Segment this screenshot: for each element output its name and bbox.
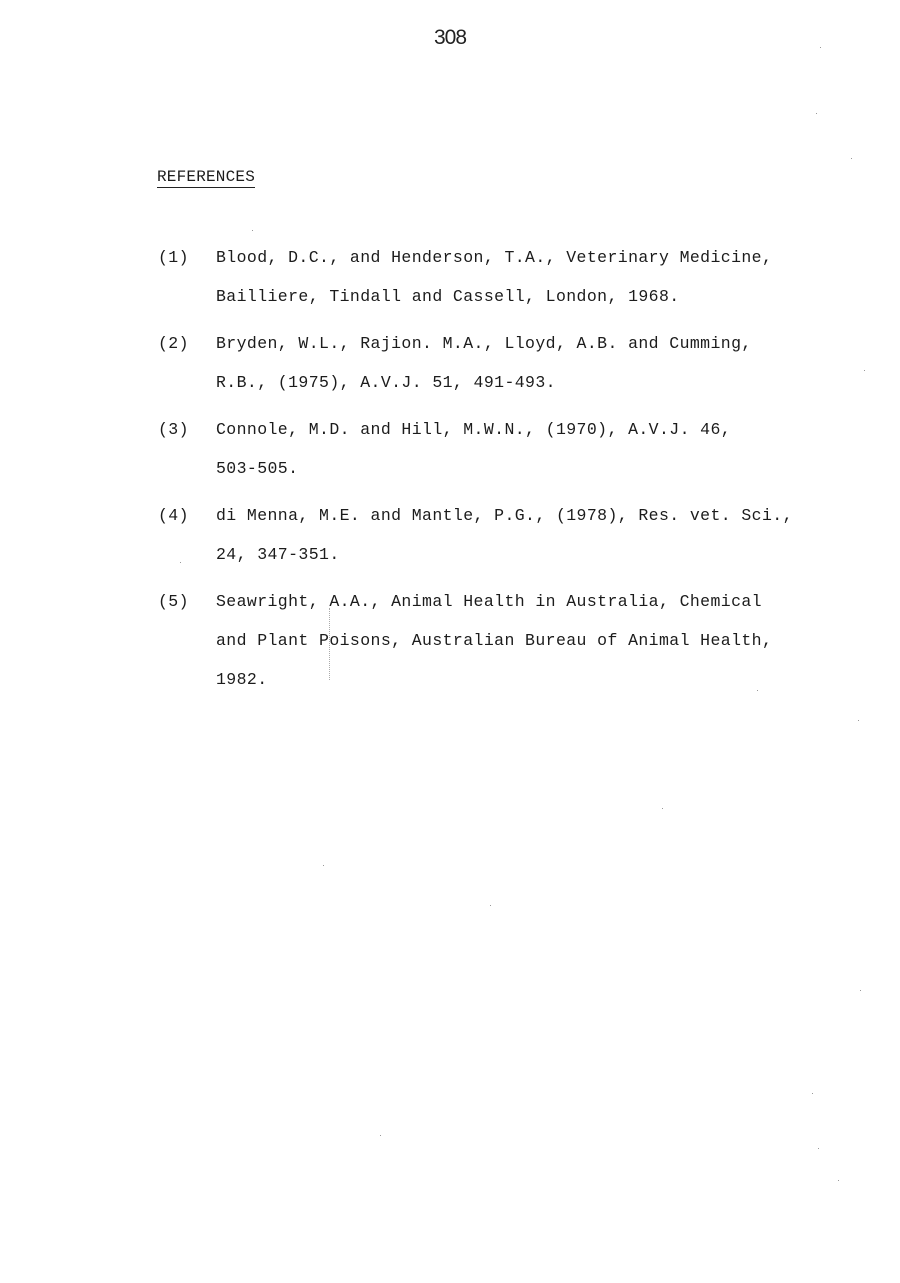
reference-text [216,496,878,574]
scan-speck [860,990,861,991]
reference-list [158,238,878,707]
reference-line: R.B., (1975), A.V.J. 51, 491-493. [216,373,556,392]
reference-line: Bryden, W.L., Rajion. M.A., Lloyd, A.B. and Cumming, [216,334,752,353]
reference-number: (1) [158,248,189,267]
page-number: 308 [433,26,467,49]
reference-text [216,410,878,488]
scan-speck [380,1135,381,1136]
reference-line: Seawright, A.A., Animal Health in Australia, Chemical [216,592,762,611]
scan-speck [252,230,253,231]
references-heading: REFERENCES [157,168,256,186]
reference-line: di Menna, M.E. and Mantle, P.G., (1978), Res. vet. Sci., [216,506,793,525]
scan-speck [851,158,852,159]
reference-item [158,238,878,316]
reference-item [158,410,878,488]
scan-speck [864,370,865,371]
reference-item [158,324,878,402]
reference-number: (4) [158,506,189,525]
reference-text [216,582,878,699]
scan-speck [820,47,821,48]
reference-line: Blood, D.C., and Henderson, T.A., Veterinary Medicine, [216,248,773,267]
scan-artifact-line [329,608,331,680]
reference-line: 503-505. [216,459,299,478]
scan-speck [323,865,324,866]
reference-number: (2) [158,334,189,353]
scan-speck [180,562,181,563]
scan-speck [662,808,663,809]
reference-line: 1982. [216,670,268,689]
reference-number: (3) [158,420,189,439]
reference-item [158,496,878,574]
reference-number: (5) [158,592,189,611]
scan-speck [838,1180,839,1181]
scan-speck [757,690,758,691]
reference-line: Connole, M.D. and Hill, M.W.N., (1970), A.V.J. 46, [216,420,732,439]
scan-speck [812,1093,813,1094]
scan-speck [490,905,491,906]
reference-line: 24, 347-351. [216,545,340,564]
scan-speck [816,113,817,114]
scan-speck [818,1148,819,1149]
reference-text [216,324,878,402]
scan-speck [858,720,859,721]
reference-text [216,238,878,316]
reference-item [158,582,878,699]
reference-line: and Plant Poisons, Australian Bureau of Animal Health, [216,631,773,650]
reference-line: Bailliere, Tindall and Cassell, London, 1968. [216,287,680,306]
